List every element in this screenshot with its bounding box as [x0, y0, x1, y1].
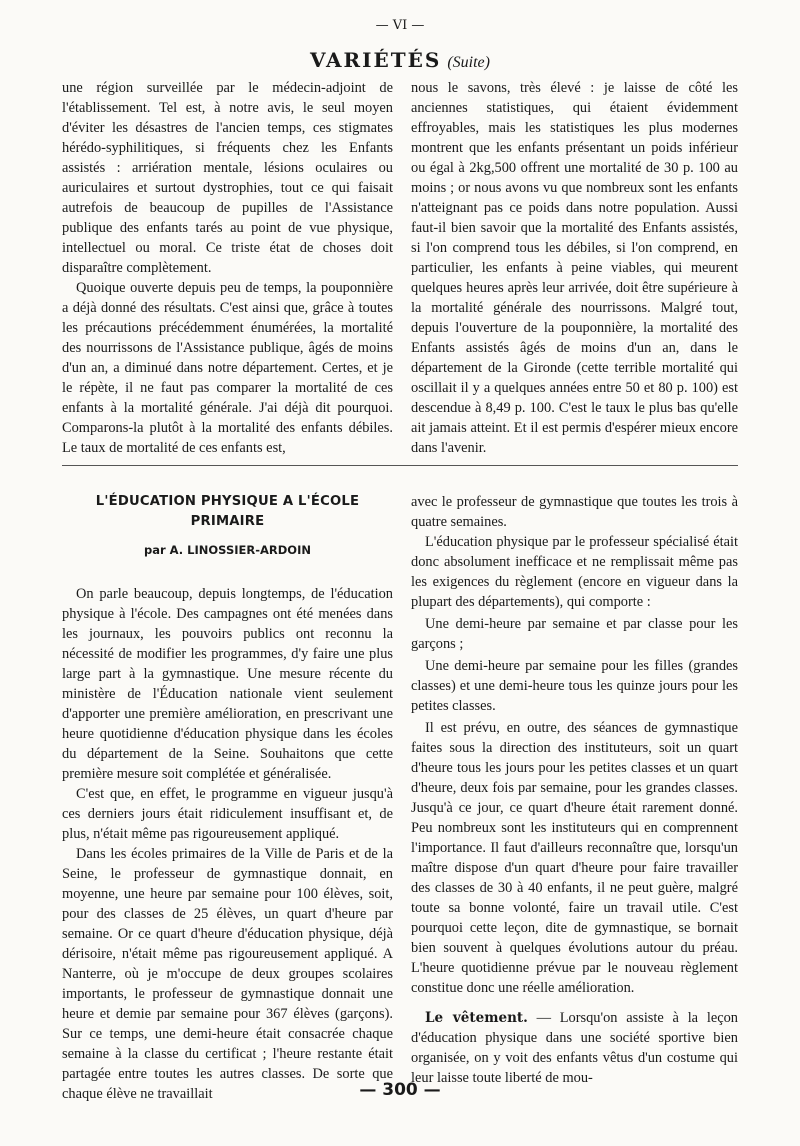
- paragraph: On parle beaucoup, depuis longtemps, de l'éducation physique à l'école. Des campagnes ont été menées dans les journaux, les pouvoirs publics ont reconnu la nécessité de modifier les programmes, d'y faire une plus large part à la gymnastique. Une mesure récente du ministère de l'Éducation nationale vient seulement d'apporter une première amélioration, en prescrivant une heure quotidienne d'éducation physique dans les écoles du département de la Seine. Souhaitons que cette première mesure soit complétée et généralisée.: [62, 586, 393, 782]
- paragraph: Quoique ouverte depuis peu de temps, la pouponnière a déjà donné des résultats. C'est ainsi que, grâce à toutes les précautions précédemment énumérées, la mortalité des nourrissons de l'Assistance publique, âgés de moins d'un an, a diminué dans notre département. Certes, et je le répète, il ne faut pas comparer la mortalité de ces enfants à la mortalité générale. J'ai déjà dit pourquoi. Comparons-la plutôt à la mortalité des enfants débiles. Le taux de mortalité de ces enfants est,: [62, 280, 393, 456]
- paragraph: avec le professeur de gymnastique que toutes les trois à quatre semaines.: [411, 494, 738, 530]
- header-title: VARIÉTÉS: [310, 48, 442, 72]
- paragraph: une région surveillée par le médecin-adjoint de l'établissement. Tel est, à notre avis, le seul moyen d'éviter les désastres de l'ancien temps, ces stigmates hérédo-syphilitiques, si fréquents chez les Enfants assistés : arriération mentale, lésions oculaires ou auriculaires et surtout dystrophies, tout ce qui faisait autrefois de beaucoup de pupilles de l'Assistance publique des enfants tarés au point de vue physique, intellectuel ou moral. Ce triste état de choses doit disparaître complètement.: [62, 80, 393, 276]
- section-text: — Lorsqu'on assiste à la leçon d'éducation physique dans une société sportive bien organisée, on y voit des enfants vêtus d'un costume qui leur laisse toute liberté de mou-: [411, 1010, 738, 1086]
- page-number: — 300 —: [359, 1080, 441, 1100]
- article-right-column: [411, 492, 738, 1088]
- article-author: par A. LINOSSIER-ARDOIN: [144, 543, 311, 557]
- paragraph: Une demi-heure par semaine pour les filles (grandes classes) et une demi-heure tous les quinze jours pour les petites classes.: [411, 658, 738, 714]
- paragraph: L'éducation physique par le professeur spécialisé était donc absolument inefficace et ne remplissait même pas les exigences du règlement (encore en vigueur dans la plupart des départements), qui comporte :: [411, 534, 738, 610]
- page-header: [0, 48, 800, 72]
- section-heading: Le vêtement.: [425, 1010, 528, 1026]
- article-left-column: [62, 492, 393, 1104]
- paragraph: Une demi-heure par semaine et par classe pour les garçons ;: [411, 616, 738, 652]
- section-divider: [62, 465, 738, 466]
- paragraph: Il est prévu, en outre, des séances de gymnastique faites sous la direction des instituteurs, soit un quart d'heure tous les jours pour les petites classes et un quart d'heure, deux fois par semaine, pour les grandes classes. Jusqu'à ce jour, ce quart d'heure était rarement donné. Peu nombreux sont les instituteurs qui en comprennent l'importance. Il faut d'ailleurs reconnaître que, lorsqu'un maître dispose d'un quart d'heure pour faire travailler des classes de 30 à 40 enfants, il ne peut guère, malgré toute sa bonne volonté, faire un travail utile. C'est pourquoi cette leçon, dite de gymnastique, se bornait bien souvent à quelques évolutions autour du préau. L'heure quotidienne prévue par le nouveau règlement constitue donc une réelle amélioration.: [411, 720, 738, 996]
- top-right-column: [411, 78, 738, 458]
- article-title: L'ÉDUCATION PHYSIQUE A L'ÉCOLE PRIMAIRE: [95, 494, 360, 529]
- paragraph: [411, 1008, 738, 1088]
- top-left-column: [62, 78, 393, 458]
- paragraph: C'est que, en effet, le programme en vigueur jusqu'à ces derniers jours était ridiculement insuffisant et, de plus, n'était même pas rigoureusement appliqué.: [62, 786, 393, 842]
- paragraph: Dans les écoles primaires de la Ville de Paris et de la Seine, le professeur de gymnastique donnait, en moyenne, une heure par semaine pour 100 élèves, soit, pour des classes de 25 élèves, un quart d'heure par semaine. Or ce quart d'heure d'éducation physique, déjà dérisoire, n'était même pas rigoureusement appliqué. A Nanterre, où je m'occupe de deux groupes scolaires importants, le professeur de gymnastique donnait une heure et demie par semaine pour 367 élèves (garçons). Sur ce temps, une demi-heure était consacrée chaque semaine à la classe du certificat ; l'heure restante était partagée entre toutes les autres classes. De sorte que chaque élève ne travaillait: [62, 846, 393, 1102]
- header-suite: (Suite): [447, 54, 490, 71]
- paragraph: nous le savons, très élevé : je laisse de côté les anciennes statistiques, qui étaient évidemment effroyables, mais les statistiques les plus modernes montrent que les enfants présentant un poids inférieur ou égal à 2kg,500 offrent une mortalité de 30 p. 100 au moins ; or nous avons vu que nombreux sont les enfants n'atteignant pas ce poids dans notre population. Aussi faut-il bien savoir que la mortalité des Enfants assistés, si l'on comprend tous les débiles, si l'on comprend, en particulier, les enfants à peine viables, qui meurent quelques heures après leur arrivée, doit être supérieure à la mortalité générale des nourrissons. Malgré tout, depuis l'ouverture de la pouponnière, la mortalité des Enfants assistés âgés de moins d'un an, dans le département de la Gironde (cette terrible mortalité qui oscillait il y a quelques années entre 50 et 80 p. 100) est descendue à 8,49 p. 100. C'est le taux le plus bas qu'elle ait jamais atteint. Et il est permis d'espérer mieux encore dans l'avenir.: [411, 80, 738, 456]
- page-roman-number: — VI —: [375, 18, 425, 33]
